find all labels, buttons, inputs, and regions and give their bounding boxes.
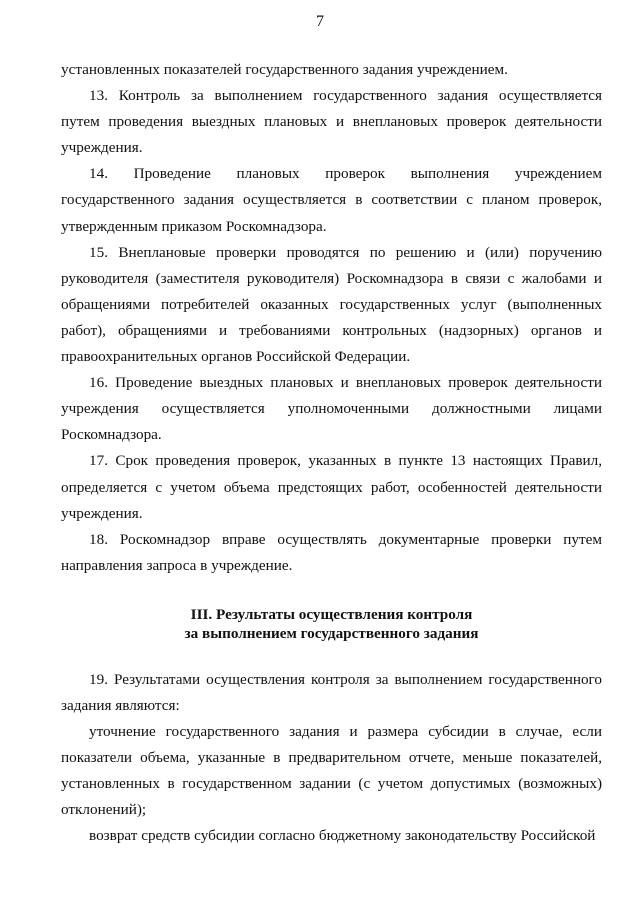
paragraph-14: 14. Проведение плановых проверок выполнения учреждением государственного задания осуществляется в соответствии с планом проверок, утвержденным приказом Роскомнадзора. <box>61 165 602 235</box>
paragraph-19: 19. Результатами осуществления контроля за выполнением государственного задания являются: <box>61 670 602 714</box>
paragraph-18: 18. Роскомнадзор вправе осуществлять документарные проверки путем направления запроса в учреждение. <box>61 530 602 574</box>
section-heading-line-2: за выполнением государственного задания <box>184 624 479 642</box>
paragraph-16: 16. Проведение выездных плановых и внеплановых проверок деятельности учреждения осуществляется уполномоченными должностными лицами Роскомнадзора. <box>61 374 602 444</box>
paragraph-17: 17. Срок проведения проверок, указанных в пункте 13 настоящих Правил, определяется с учетом объема предстоящих работ, особенностей деятельности учреждения. <box>61 452 602 522</box>
paragraph-continuation: установленных показателей государственного задания учреждением. <box>61 61 508 78</box>
paragraph-15: 15. Внеплановые проверки проводятся по решению и (или) поручению руководителя (заместителя руководителя) Роскомнадзора в связи с жалобами и обращениями потребителей оказанных государственных услуг (выполненных работ), обращениями и требованиями контрольных (надзорных) органов и правоохранительных органов Российской Федерации. <box>61 243 602 366</box>
section-heading-line-1: III. Результаты осуществления контроля <box>190 605 473 623</box>
page-number: 7 <box>316 13 324 30</box>
paragraph-19-item-2: возврат средств субсидии согласно бюджетному законодательству Российской <box>89 827 596 845</box>
document-body <box>61 57 602 850</box>
paragraph-19-item-1: уточнение государственного задания и размера субсидии в случае, если показатели объема, указанные в предварительном отчете, меньше показателей, установленных в государственном задании (с учетом допустимых (возможных) отклонений); <box>61 723 602 819</box>
paragraph-13: 13. Контроль за выполнением государственного задания осуществляется путем проведения выездных плановых и внеплановых проверок деятельности учреждения. <box>61 87 602 157</box>
section-heading <box>61 605 602 643</box>
